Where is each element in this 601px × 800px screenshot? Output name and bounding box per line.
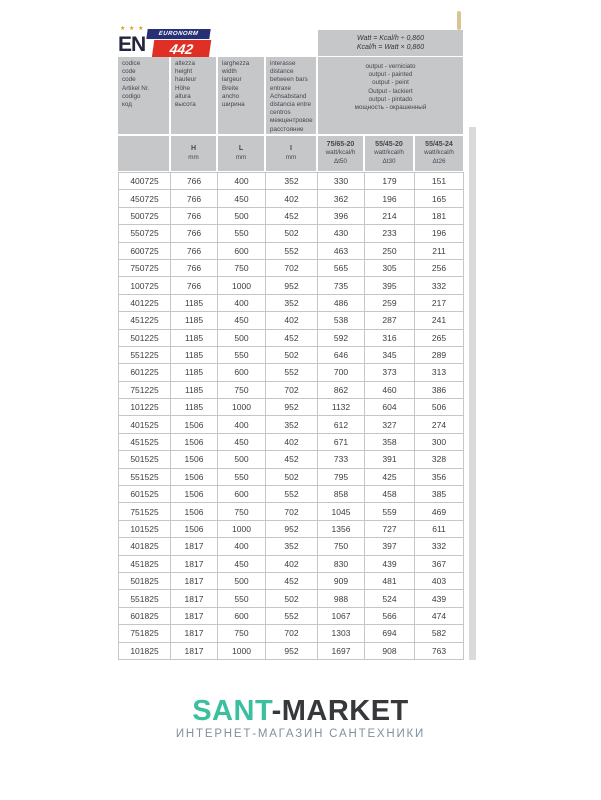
table-row bbox=[119, 243, 464, 260]
table-cell: 766 bbox=[171, 208, 218, 225]
table-cell: 1000 bbox=[218, 277, 266, 294]
table-cell: 1132 bbox=[318, 399, 365, 416]
table-row bbox=[119, 330, 464, 347]
table-cell: 862 bbox=[318, 382, 365, 399]
table-cell: 196 bbox=[365, 190, 415, 207]
table-cell: 502 bbox=[266, 225, 318, 242]
table-cell: 600725 bbox=[119, 243, 171, 260]
table-cell: 241 bbox=[415, 312, 464, 329]
subheader-output-dt26: 55/45-24 watt/kcal/h Δt26 bbox=[415, 136, 463, 171]
table-cell: 604 bbox=[365, 399, 415, 416]
table-row bbox=[119, 643, 464, 660]
table-cell: 1185 bbox=[171, 399, 218, 416]
table-cell: 538 bbox=[318, 312, 365, 329]
table-cell: 451225 bbox=[119, 312, 171, 329]
subheader-i-mm: I mm bbox=[266, 136, 318, 171]
table-row bbox=[119, 521, 464, 538]
table-cell: 506 bbox=[415, 399, 464, 416]
table-cell: 551525 bbox=[119, 469, 171, 486]
table-cell: 451825 bbox=[119, 556, 171, 573]
table-row bbox=[119, 295, 464, 312]
table-cell: 430 bbox=[318, 225, 365, 242]
table-cell: 101825 bbox=[119, 643, 171, 660]
table-cell: 702 bbox=[266, 625, 318, 642]
table-cell: 500 bbox=[218, 208, 266, 225]
table-cell: 345 bbox=[365, 347, 415, 364]
header-code: codice code code Artikel Nr. codigo код bbox=[118, 57, 171, 134]
table-cell: 463 bbox=[318, 243, 365, 260]
table-cell: 481 bbox=[365, 573, 415, 590]
table-cell: 763 bbox=[415, 643, 464, 660]
table-cell: 391 bbox=[365, 451, 415, 468]
table-row bbox=[119, 347, 464, 364]
watt-formula-2: Kcal/h = Watt × 0,860 bbox=[356, 44, 425, 51]
table-cell: 795 bbox=[318, 469, 365, 486]
table-cell: 1000 bbox=[218, 643, 266, 660]
table-cell: 425 bbox=[365, 469, 415, 486]
table-cell: 265 bbox=[415, 330, 464, 347]
table-cell: 217 bbox=[415, 295, 464, 312]
table-cell: 702 bbox=[266, 260, 318, 277]
table-cell: 352 bbox=[266, 173, 318, 190]
table-cell: 766 bbox=[171, 190, 218, 207]
subheader-code bbox=[118, 136, 171, 171]
table-cell: 179 bbox=[365, 173, 415, 190]
table-cell: 1185 bbox=[171, 382, 218, 399]
table-cell: 1817 bbox=[171, 643, 218, 660]
table-cell: 601225 bbox=[119, 364, 171, 381]
table-cell: 100725 bbox=[119, 277, 171, 294]
table-cell: 1506 bbox=[171, 434, 218, 451]
table-cell: 450 bbox=[218, 312, 266, 329]
table-cell: 1067 bbox=[318, 608, 365, 625]
table-cell: 1817 bbox=[171, 538, 218, 555]
table-row bbox=[119, 469, 464, 486]
watt-formula-1: Watt = Kcal/h ÷ 0,860 bbox=[357, 35, 424, 42]
spec-table-body bbox=[118, 172, 464, 660]
table-cell: 327 bbox=[365, 416, 415, 433]
table-cell: 396 bbox=[318, 208, 365, 225]
table-cell: 1506 bbox=[171, 521, 218, 538]
en442-en-text: EN bbox=[118, 33, 146, 56]
table-row bbox=[119, 434, 464, 451]
table-cell: 909 bbox=[318, 573, 365, 590]
table-cell: 908 bbox=[365, 643, 415, 660]
table-cell: 400 bbox=[218, 538, 266, 555]
table-cell: 1185 bbox=[171, 295, 218, 312]
table-cell: 1817 bbox=[171, 625, 218, 642]
en442-number: 442 bbox=[152, 40, 212, 58]
table-cell: 552 bbox=[266, 243, 318, 260]
table-cell: 313 bbox=[415, 364, 464, 381]
table-cell: 500 bbox=[218, 330, 266, 347]
table-cell: 400 bbox=[218, 416, 266, 433]
table-cell: 362 bbox=[318, 190, 365, 207]
table-row bbox=[119, 556, 464, 573]
table-cell: 1697 bbox=[318, 643, 365, 660]
table-cell: 439 bbox=[365, 556, 415, 573]
table-cell: 830 bbox=[318, 556, 365, 573]
table-row bbox=[119, 451, 464, 468]
euro-stars-icon: ★ ★ ★ bbox=[120, 26, 145, 32]
table-cell: 750 bbox=[218, 382, 266, 399]
table-cell: 611 bbox=[415, 521, 464, 538]
table-cell: 750 bbox=[218, 625, 266, 642]
table-cell: 452 bbox=[266, 330, 318, 347]
table-cell: 500 bbox=[218, 573, 266, 590]
table-cell: 601525 bbox=[119, 486, 171, 503]
table-cell: 551825 bbox=[119, 590, 171, 607]
table-cell: 1185 bbox=[171, 330, 218, 347]
table-row bbox=[119, 225, 464, 242]
table-cell: 1356 bbox=[318, 521, 365, 538]
table-cell: 702 bbox=[266, 503, 318, 520]
table-cell: 451525 bbox=[119, 434, 171, 451]
table-cell: 214 bbox=[365, 208, 415, 225]
table-cell: 766 bbox=[171, 225, 218, 242]
table-cell: 439 bbox=[415, 590, 464, 607]
table-cell: 316 bbox=[365, 330, 415, 347]
header-distance: interasse distance between bars entraxe Achsabstand distancia entre centros межцентровое расстояние bbox=[266, 57, 318, 134]
table-cell: 1817 bbox=[171, 573, 218, 590]
table-cell: 367 bbox=[415, 556, 464, 573]
table-cell: 460 bbox=[365, 382, 415, 399]
table-row bbox=[119, 173, 464, 190]
table-cell: 600 bbox=[218, 608, 266, 625]
table-cell: 450725 bbox=[119, 190, 171, 207]
table-row bbox=[119, 486, 464, 503]
table-cell: 400 bbox=[218, 295, 266, 312]
table-cell: 373 bbox=[365, 364, 415, 381]
table-cell: 1817 bbox=[171, 590, 218, 607]
table-cell: 385 bbox=[415, 486, 464, 503]
table-cell: 402 bbox=[266, 190, 318, 207]
table-cell: 402 bbox=[266, 434, 318, 451]
table-row bbox=[119, 538, 464, 555]
table-cell: 1817 bbox=[171, 608, 218, 625]
table-subheader-row bbox=[118, 136, 463, 171]
table-cell: 458 bbox=[365, 486, 415, 503]
table-cell: 1506 bbox=[171, 486, 218, 503]
table-cell: 289 bbox=[415, 347, 464, 364]
table-row bbox=[119, 208, 464, 225]
subheader-output-dt50: 75/65-20 watt/kcal/h Δt50 bbox=[318, 136, 365, 171]
table-cell: 403 bbox=[415, 573, 464, 590]
header-output: output - verniciato output - painted output - peint Output - lackiert output - pintado мощность - окрашенный bbox=[318, 57, 463, 134]
table-cell: 766 bbox=[171, 277, 218, 294]
table-cell: 386 bbox=[415, 382, 464, 399]
table-cell: 452 bbox=[266, 573, 318, 590]
table-cell: 582 bbox=[415, 625, 464, 642]
table-cell: 501525 bbox=[119, 451, 171, 468]
table-cell: 256 bbox=[415, 260, 464, 277]
table-row bbox=[119, 364, 464, 381]
table-cell: 233 bbox=[365, 225, 415, 242]
table-cell: 600 bbox=[218, 364, 266, 381]
table-cell: 300 bbox=[415, 434, 464, 451]
table-cell: 552 bbox=[266, 364, 318, 381]
table-cell: 400725 bbox=[119, 173, 171, 190]
table-cell: 501825 bbox=[119, 573, 171, 590]
header-width: larghezza width largeur Breite ancho ширина bbox=[218, 57, 266, 134]
table-cell: 211 bbox=[415, 243, 464, 260]
table-cell: 952 bbox=[266, 521, 318, 538]
table-cell: 397 bbox=[365, 538, 415, 555]
table-row bbox=[119, 382, 464, 399]
table-cell: 332 bbox=[415, 277, 464, 294]
brand-tagline: ИНТЕРНЕТ-МАГАЗИН САНТЕХНИКИ bbox=[175, 728, 426, 740]
table-cell: 1506 bbox=[171, 416, 218, 433]
table-cell: 400 bbox=[218, 173, 266, 190]
table-cell: 565 bbox=[318, 260, 365, 277]
table-cell: 551225 bbox=[119, 347, 171, 364]
table-cell: 601825 bbox=[119, 608, 171, 625]
table-cell: 352 bbox=[266, 538, 318, 555]
brand-market: -MARKET bbox=[271, 695, 409, 727]
footer-logo bbox=[0, 695, 601, 740]
table-cell: 559 bbox=[365, 503, 415, 520]
table-cell: 352 bbox=[266, 416, 318, 433]
table-row bbox=[119, 608, 464, 625]
table-cell: 952 bbox=[266, 643, 318, 660]
table-cell: 332 bbox=[415, 538, 464, 555]
table-cell: 500 bbox=[218, 451, 266, 468]
table-row bbox=[119, 190, 464, 207]
table-cell: 766 bbox=[171, 260, 218, 277]
table-cell: 1000 bbox=[218, 399, 266, 416]
table-cell: 1303 bbox=[318, 625, 365, 642]
table-cell: 1185 bbox=[171, 347, 218, 364]
table-cell: 469 bbox=[415, 503, 464, 520]
table-cell: 486 bbox=[318, 295, 365, 312]
table-cell: 550 bbox=[218, 225, 266, 242]
table-cell: 101525 bbox=[119, 521, 171, 538]
table-cell: 700 bbox=[318, 364, 365, 381]
table-row bbox=[119, 503, 464, 520]
table-cell: 550725 bbox=[119, 225, 171, 242]
corner-mark bbox=[457, 11, 461, 30]
brand-wordmark bbox=[0, 695, 601, 727]
table-cell: 500725 bbox=[119, 208, 171, 225]
table-cell: 952 bbox=[266, 277, 318, 294]
brand-sant: SANT bbox=[192, 695, 272, 727]
table-cell: 259 bbox=[365, 295, 415, 312]
table-cell: 550 bbox=[218, 590, 266, 607]
table-cell: 988 bbox=[318, 590, 365, 607]
table-cell: 1506 bbox=[171, 469, 218, 486]
en442-euronorm-banner: EURONORM bbox=[146, 29, 210, 39]
table-cell: 766 bbox=[171, 243, 218, 260]
table-cell: 766 bbox=[171, 173, 218, 190]
table-cell: 305 bbox=[365, 260, 415, 277]
table-cell: 401225 bbox=[119, 295, 171, 312]
table-cell: 550 bbox=[218, 469, 266, 486]
table-cell: 452 bbox=[266, 451, 318, 468]
table-cell: 356 bbox=[415, 469, 464, 486]
table-cell: 733 bbox=[318, 451, 365, 468]
table-cell: 402 bbox=[266, 556, 318, 573]
table-cell: 566 bbox=[365, 608, 415, 625]
table-row bbox=[119, 625, 464, 642]
table-cell: 1000 bbox=[218, 521, 266, 538]
table-cell: 274 bbox=[415, 416, 464, 433]
table-cell: 502 bbox=[266, 469, 318, 486]
table-cell: 524 bbox=[365, 590, 415, 607]
table-cell: 358 bbox=[365, 434, 415, 451]
table-cell: 750725 bbox=[119, 260, 171, 277]
table-cell: 1185 bbox=[171, 312, 218, 329]
table-cell: 101225 bbox=[119, 399, 171, 416]
table-row bbox=[119, 312, 464, 329]
table-cell: 287 bbox=[365, 312, 415, 329]
table-cell: 646 bbox=[318, 347, 365, 364]
table-cell: 858 bbox=[318, 486, 365, 503]
table-cell: 474 bbox=[415, 608, 464, 625]
table-cell: 552 bbox=[266, 608, 318, 625]
table-cell: 751225 bbox=[119, 382, 171, 399]
table-cell: 550 bbox=[218, 347, 266, 364]
table-cell: 450 bbox=[218, 556, 266, 573]
table-cell: 165 bbox=[415, 190, 464, 207]
table-cell: 181 bbox=[415, 208, 464, 225]
table-cell: 750 bbox=[218, 503, 266, 520]
table-cell: 671 bbox=[318, 434, 365, 451]
header-height: altezza height hauteur Höhe altura высота bbox=[171, 57, 218, 134]
table-cell: 952 bbox=[266, 399, 318, 416]
table-cell: 196 bbox=[415, 225, 464, 242]
table-cell: 401825 bbox=[119, 538, 171, 555]
table-cell: 592 bbox=[318, 330, 365, 347]
table-row bbox=[119, 260, 464, 277]
subheader-l-mm: L mm bbox=[218, 136, 266, 171]
table-cell: 502 bbox=[266, 590, 318, 607]
table-cell: 501225 bbox=[119, 330, 171, 347]
table-cell: 727 bbox=[365, 521, 415, 538]
table-cell: 751825 bbox=[119, 625, 171, 642]
table-cell: 1045 bbox=[318, 503, 365, 520]
table-cell: 401525 bbox=[119, 416, 171, 433]
table-cell: 452 bbox=[266, 208, 318, 225]
table-cell: 328 bbox=[415, 451, 464, 468]
table-cell: 502 bbox=[266, 347, 318, 364]
table-cell: 1506 bbox=[171, 451, 218, 468]
table-cell: 1185 bbox=[171, 364, 218, 381]
table-cell: 450 bbox=[218, 434, 266, 451]
subheader-h-mm: H mm bbox=[171, 136, 218, 171]
table-cell: 450 bbox=[218, 190, 266, 207]
table-cell: 352 bbox=[266, 295, 318, 312]
table-row bbox=[119, 416, 464, 433]
table-row bbox=[119, 399, 464, 416]
table-cell: 600 bbox=[218, 243, 266, 260]
table-cell: 600 bbox=[218, 486, 266, 503]
watt-conversion-note bbox=[318, 30, 463, 56]
en442-logo bbox=[118, 26, 212, 58]
table-cell: 250 bbox=[365, 243, 415, 260]
subheader-output-dt30: 55/45-20 watt/kcal/h Δt30 bbox=[365, 136, 415, 171]
table-row bbox=[119, 590, 464, 607]
table-cell: 750 bbox=[318, 538, 365, 555]
table-row bbox=[119, 277, 464, 294]
table-cell: 735 bbox=[318, 277, 365, 294]
table-cell: 612 bbox=[318, 416, 365, 433]
table-cell: 151 bbox=[415, 173, 464, 190]
page-edge-strip bbox=[469, 127, 476, 660]
table-cell: 694 bbox=[365, 625, 415, 642]
table-cell: 1817 bbox=[171, 556, 218, 573]
table-row bbox=[119, 573, 464, 590]
table-cell: 702 bbox=[266, 382, 318, 399]
table-cell: 395 bbox=[365, 277, 415, 294]
table-cell: 330 bbox=[318, 173, 365, 190]
table-cell: 1506 bbox=[171, 503, 218, 520]
table-header-row bbox=[118, 57, 463, 134]
table-cell: 402 bbox=[266, 312, 318, 329]
table-cell: 751525 bbox=[119, 503, 171, 520]
table-cell: 552 bbox=[266, 486, 318, 503]
table-cell: 750 bbox=[218, 260, 266, 277]
